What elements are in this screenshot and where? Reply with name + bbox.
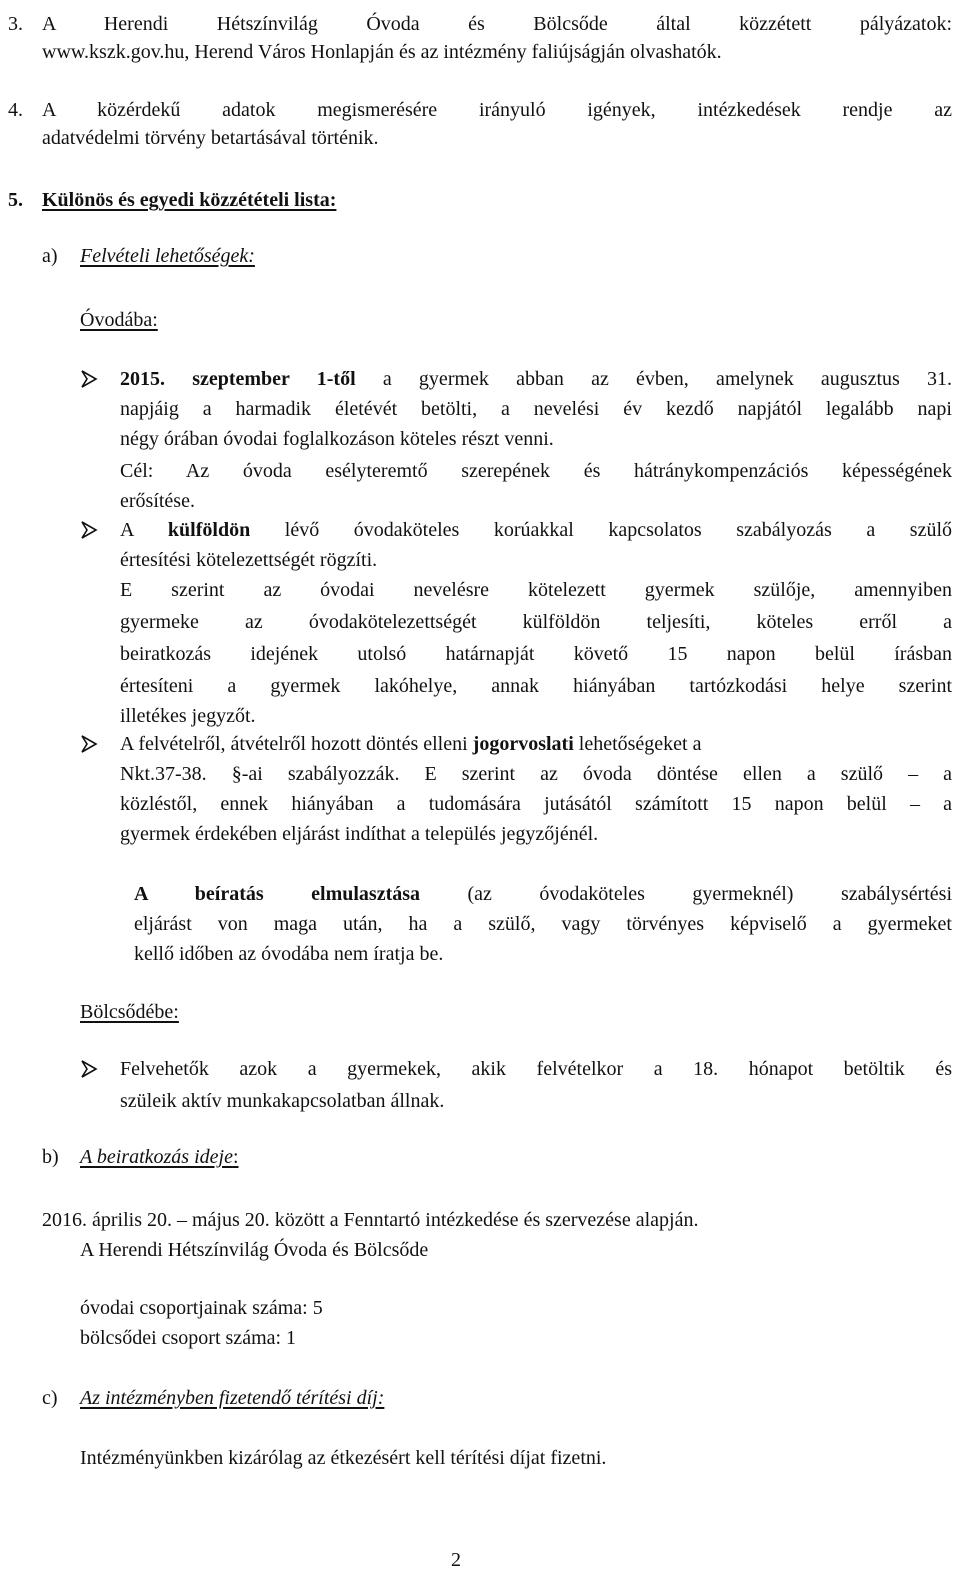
bullet-4-line-2: szüleik aktív munkakapcsolatban állnak. <box>120 1090 445 1112</box>
section-a-title: Felvételi lehetőségek: <box>80 245 255 267</box>
section-b-line-1: 2016. április 20. – május 20. között a Fenntartó intézkedése és szervezése alapján. <box>42 1209 699 1231</box>
bullet-2-pre: A <box>120 519 168 541</box>
bullet-2-para-line-1: E szerint az óvodai nevelésre kötelezett gyermek szülője, amennyiben <box>120 579 952 601</box>
bullet-2-para-line-2: gyermeke az óvodakötelezettségét külföldön teljesíti, köteles erről a <box>120 611 952 633</box>
bullet-3-pre: A felvételről, átvételről hozott döntés elleni <box>120 733 473 755</box>
arrow-bullet-icon <box>80 735 98 753</box>
bullet-3-line-2: Nkt.37-38. §-ai szabályozzák. E szerint az óvoda döntése ellen a szülő – a <box>120 763 952 785</box>
bullet-1-goal-line-2: erősítése. <box>120 490 195 512</box>
arrow-bullet-icon <box>80 370 98 388</box>
page-number: 2 <box>451 1549 461 1571</box>
item-4-number: 4. <box>8 99 23 121</box>
item-5-number: 5. <box>8 189 23 211</box>
bullet-3-line-3: közléstől, ennek hiányában a tudomására jutásától számított 15 napon belül – a <box>120 793 952 815</box>
bullet-1-line-3: négy órában óvodai foglalkozáson köteles részt venni. <box>120 428 554 450</box>
bullet-3-bold: jogorvoslati <box>472 733 574 755</box>
bullet-2-para-line-5: illetékes jegyzőt. <box>120 705 256 727</box>
section-b-label: b) <box>42 1146 59 1168</box>
section-c-title: Az intézményben fizetendő térítési díj: <box>80 1387 385 1409</box>
bullet-1-line-1 <box>120 367 952 391</box>
bullet-2-line-2: értesítési kötelezettségét rögzíti. <box>120 549 378 571</box>
bullet-2-bold: külföldön <box>167 519 251 541</box>
beiratas-line-1-rest: (az óvodaköteles gyermeknél) szabálysértési <box>420 883 953 905</box>
beiratas-bold: A beíratás elmulasztása <box>134 883 421 905</box>
item-4-line-2: adatvédelmi törvény betartásával történik. <box>42 127 379 149</box>
section-c-label: c) <box>42 1387 58 1409</box>
ovoda-heading: Óvodába: <box>80 309 158 331</box>
section-b-title-wrap <box>80 1145 239 1169</box>
bullet-3-line-1 <box>120 732 701 756</box>
bullet-1-line-2: napjáig a harmadik életévét betölti, a nevelési év kezdő napjától legalább napi <box>120 398 952 420</box>
bullet-3-line-4: gyermek érdekében eljárást indíthat a település jegyzőjénél. <box>120 823 599 845</box>
bullet-1-date: 2015. szeptember 1-től <box>120 368 356 390</box>
section-a-label: a) <box>42 245 58 267</box>
item-5-heading: Különös és egyedi közzétételi lista: <box>42 189 337 211</box>
bullet-2-line-1-rest: lévő óvodaköteles korúakkal kapcsolatos szabályozás a szülő <box>250 519 953 541</box>
item-4-line-1: A közérdekű adatok megismerésére irányuló igények, intézkedések rendje az <box>42 99 952 121</box>
section-b-line-4: bölcsődei csoport száma: 1 <box>80 1327 297 1349</box>
bullet-2-line-1 <box>120 518 952 542</box>
bullet-2-para-line-4: értesíteni a gyermek lakóhelye, annak hiányában tartózkodási helye szerint <box>120 675 952 697</box>
item-3-line-1: A Herendi Hétszínvilág Óvoda és Bölcsőde által közzétett pályázatok: <box>42 13 952 35</box>
beiratas-line-3: kellő időben az óvodába nem íratja be. <box>134 943 444 965</box>
arrow-bullet-icon <box>80 521 98 539</box>
section-c-line-1: Intézményünkben kizárólag az étkezésért kell térítési díjat fizetni. <box>80 1447 607 1469</box>
section-b-colon: : <box>232 1146 239 1168</box>
section-b-line-3: óvodai csoportjainak száma: 5 <box>80 1297 323 1319</box>
bullet-4-line-1: Felvehetők azok a gyermekek, akik felvételkor a 18. hónapot betöltik és <box>120 1058 952 1080</box>
beiratas-line-2: eljárást von maga után, ha a szülő, vagy törvényes képviselő a gyermeket <box>134 913 952 935</box>
bullet-1-line-1-rest: a gyermek abban az évben, amelynek augusztus 31. <box>355 368 952 390</box>
bullet-3-post: lehetőségeket a <box>573 733 702 755</box>
bullet-2-para-line-3: beiratkozás idejének utolsó határnapját követő 15 napon belül írásban <box>120 643 952 665</box>
item-3-number: 3. <box>8 13 23 35</box>
arrow-bullet-icon <box>80 1060 98 1078</box>
beiratas-line-1 <box>134 882 952 906</box>
bolcsode-heading: Bölcsődébe: <box>80 1001 179 1023</box>
section-b-line-2: A Herendi Hétszínvilág Óvoda és Bölcsőde <box>80 1239 429 1261</box>
section-b-title: A beiratkozás ideje <box>80 1146 233 1168</box>
item-3-line-2: www.kszk.gov.hu, Herend Város Honlapján és az intézmény faliújságján olvashatók. <box>42 41 722 63</box>
bullet-1-goal-line-1: Cél: Az óvoda esélyteremtő szerepének és hátránykompenzációs képességének <box>120 460 952 482</box>
